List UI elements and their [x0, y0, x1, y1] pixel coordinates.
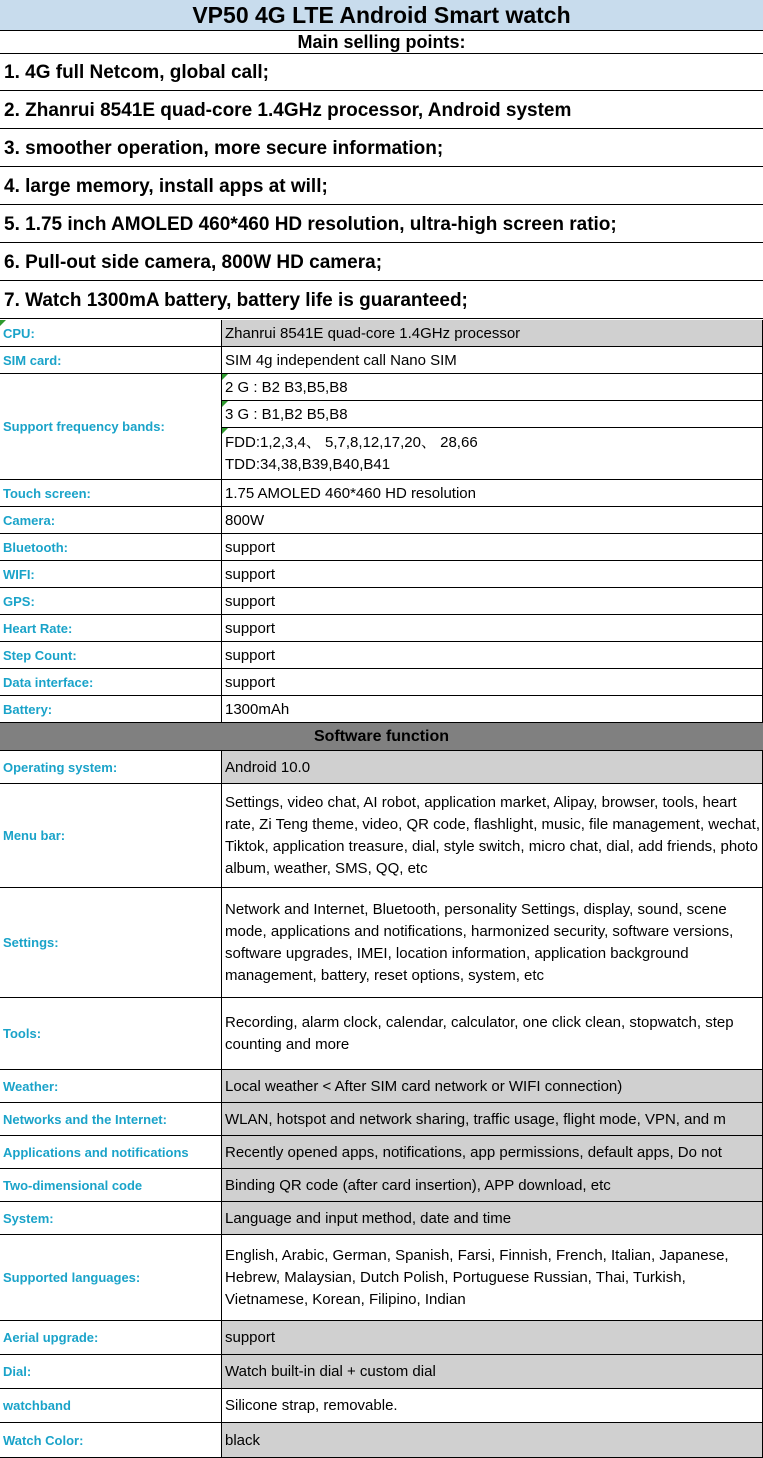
gps-label: GPS: — [0, 588, 222, 615]
camera-label: Camera: — [0, 507, 222, 534]
watchband-value: Silicone strap, removable. — [222, 1389, 763, 1423]
gps-value: support — [222, 588, 763, 615]
touch-value: 1.75 AMOLED 460*460 HD resolution — [222, 480, 763, 507]
system-label: System: — [0, 1202, 222, 1235]
bluetooth-label: Bluetooth: — [0, 534, 222, 561]
cell-marker-icon — [222, 401, 228, 407]
bands-fdd: FDD:1,2,3,4、 5,7,8,12,17,20、 28,66 — [225, 434, 478, 451]
battery-value: 1300mAh — [222, 696, 763, 723]
dial-value: Watch built-in dial + custom dial — [222, 1355, 763, 1389]
cell-marker-icon — [222, 374, 228, 380]
software-function-heading: Software function — [0, 723, 763, 751]
os-value: Android 10.0 — [222, 751, 763, 784]
selling-point: 1. 4G full Netcom, global call; — [0, 54, 763, 91]
selling-point: 2. Zhanrui 8541E quad-core 1.4GHz processor, Android system — [0, 92, 763, 129]
weather-value: Local weather < After SIM card network or WIFI connection) — [222, 1070, 763, 1103]
bands-tdd: TDD:34,38,B39,B40,B41 — [225, 456, 391, 473]
bands-2g: 2 G : B2 B3,B5,B8 — [222, 374, 763, 401]
settings-value: Network and Internet, Bluetooth, personality Settings, display, sound, scene mode, applications and notifications, harmonized security, software versions, software upgrades, IMEI, location information, application background management, battery, reset options, system, etc — [222, 888, 763, 998]
tools-label: Tools: — [0, 998, 222, 1070]
qr-code-value: Binding QR code (after card insertion), APP download, etc — [222, 1169, 763, 1202]
weather-label: Weather: — [0, 1070, 222, 1103]
step-count-label: Step Count: — [0, 642, 222, 669]
bluetooth-value: support — [222, 534, 763, 561]
cell-marker-icon — [222, 428, 228, 434]
system-value: Language and input method, date and time — [222, 1202, 763, 1235]
cpu-value: Zhanrui 8541E quad-core 1.4GHz processor — [222, 320, 763, 347]
languages-value: English, Arabic, German, Spanish, Farsi, Finnish, French, Italian, Japanese, Hebrew, Malaysian, Dutch Polish, Portuguese Russian, Thai, Turkish, Vietnamese, Korean, Filipino, Indian — [222, 1235, 763, 1321]
selling-point: 7. Watch 1300mA battery, battery life is guaranteed; — [0, 282, 763, 319]
data-interface-label: Data interface: — [0, 669, 222, 696]
bands-label: Support frequency bands: — [0, 374, 222, 480]
tools-value: Recording, alarm clock, calendar, calculator, one click clean, stopwatch, step counting and more — [222, 998, 763, 1070]
data-interface-value: support — [222, 669, 763, 696]
touch-label: Touch screen: — [0, 480, 222, 507]
heart-rate-label: Heart Rate: — [0, 615, 222, 642]
selling-point: 4. large memory, install apps at will; — [0, 168, 763, 205]
bands-4g — [222, 428, 763, 480]
menu-bar-value: Settings, video chat, AI robot, application market, Alipay, browser, tools, heart rate, Zi Teng theme, video, QR code, flashlight, music, file management, wechat, Tiktok, application treasure, dial, style switch, micro chat, dial, add friends, photo album, weather, SMS, QQ, etc — [222, 784, 763, 888]
heart-rate-value: support — [222, 615, 763, 642]
languages-label: Supported languages: — [0, 1235, 222, 1321]
selling-point: 3. smoother operation, more secure information; — [0, 130, 763, 167]
os-label: Operating system: — [0, 751, 222, 784]
selling-point: 6. Pull-out side camera, 800W HD camera; — [0, 244, 763, 281]
menu-bar-label: Menu bar: — [0, 784, 222, 888]
watchband-label: watchband — [0, 1389, 222, 1423]
sim-value: SIM 4g independent call Nano SIM — [222, 347, 763, 374]
aerial-upgrade-label: Aerial upgrade: — [0, 1321, 222, 1355]
watch-color-value: black — [222, 1423, 763, 1458]
bands-3g: 3 G : B1,B2 B5,B8 — [222, 401, 763, 428]
step-count-value: support — [222, 642, 763, 669]
aerial-upgrade-value: support — [222, 1321, 763, 1355]
qr-code-label: Two-dimensional code — [0, 1169, 222, 1202]
watch-color-label: Watch Color: — [0, 1423, 222, 1458]
battery-label: Battery: — [0, 696, 222, 723]
wifi-label: WIFI: — [0, 561, 222, 588]
wifi-value: support — [222, 561, 763, 588]
apps-notifications-value: Recently opened apps, notifications, app permissions, default apps, Do not — [222, 1136, 763, 1169]
settings-label: Settings: — [0, 888, 222, 998]
dial-label: Dial: — [0, 1355, 222, 1389]
selling-points-heading: Main selling points: — [0, 31, 763, 54]
sheet-title: VP50 4G LTE Android Smart watch — [0, 0, 763, 31]
apps-notifications-label: Applications and notifications — [0, 1136, 222, 1169]
cell-marker-icon — [0, 320, 6, 326]
cpu-label: CPU: — [0, 320, 222, 347]
camera-value: 800W — [222, 507, 763, 534]
selling-point: 5. 1.75 inch AMOLED 460*460 HD resolution, ultra-high screen ratio; — [0, 206, 763, 243]
networks-label: Networks and the Internet: — [0, 1103, 222, 1136]
sim-label: SIM card: — [0, 347, 222, 374]
networks-value: WLAN, hotspot and network sharing, traffic usage, flight mode, VPN, and m — [222, 1103, 763, 1136]
